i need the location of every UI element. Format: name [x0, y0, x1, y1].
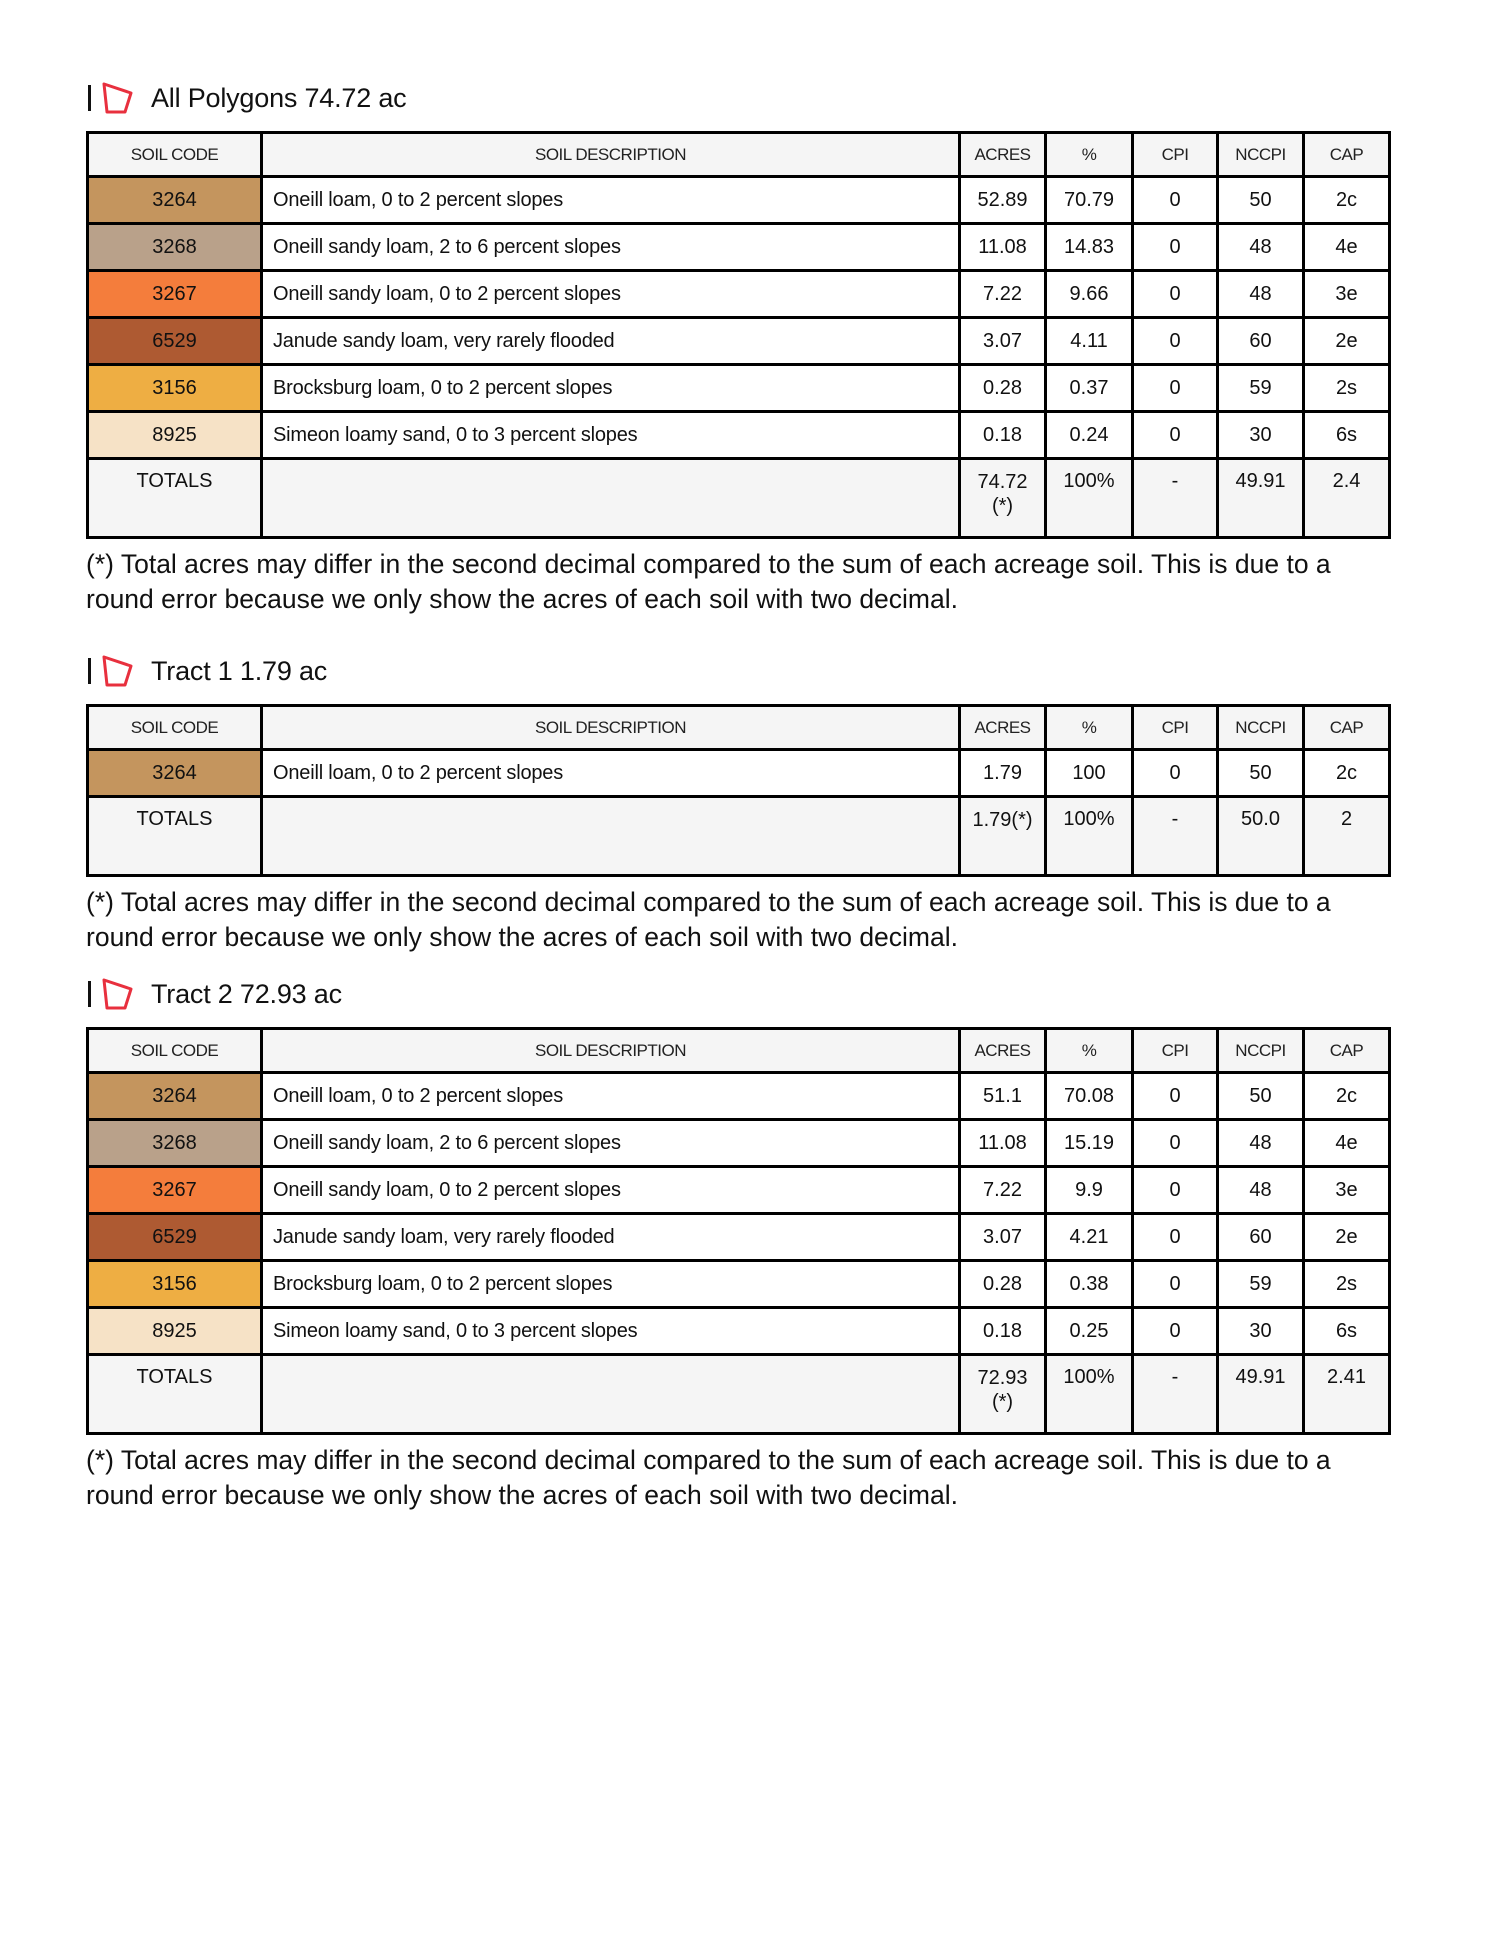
section-title: All Polygons 74.72 ac [151, 82, 407, 113]
soil-description-cell: Oneill loam, 0 to 2 percent slopes [262, 750, 960, 797]
header-soil-description: SOIL DESCRIPTION [262, 133, 960, 177]
soil-code-cell: 6529 [88, 318, 262, 365]
totals-acres-cell: 72.93(*) [960, 1355, 1046, 1434]
soil-code-cell: 8925 [88, 1308, 262, 1355]
cpi-cell: 0 [1133, 177, 1218, 224]
nccpi-cell: 48 [1218, 1167, 1304, 1214]
soil-description-cell: Brocksburg loam, 0 to 2 percent slopes [262, 1261, 960, 1308]
totals-cap-cell: 2.4 [1304, 459, 1390, 538]
soil-table [86, 131, 1391, 539]
table-header-row [88, 706, 1390, 750]
polygon-icon [101, 81, 135, 115]
totals-label: TOTALS [88, 459, 262, 538]
table-row [88, 1261, 1390, 1308]
nccpi-cell: 48 [1218, 271, 1304, 318]
percent-cell: 9.9 [1046, 1167, 1133, 1214]
soil-code-cell: 3264 [88, 177, 262, 224]
cap-cell: 3e [1304, 271, 1390, 318]
cpi-cell: 0 [1133, 1073, 1218, 1120]
totals-percent-cell: 100% [1046, 797, 1133, 876]
nccpi-cell: 60 [1218, 318, 1304, 365]
header-nccpi: NCCPI [1218, 1029, 1304, 1073]
cap-cell: 2c [1304, 750, 1390, 797]
percent-cell: 70.08 [1046, 1073, 1133, 1120]
soil-description-cell: Simeon loamy sand, 0 to 3 percent slopes [262, 1308, 960, 1355]
acres-cell: 0.28 [960, 365, 1046, 412]
acres-cell: 7.22 [960, 271, 1046, 318]
section-heading [86, 651, 1388, 691]
table-row [88, 412, 1390, 459]
percent-cell: 0.25 [1046, 1308, 1133, 1355]
divider-bar [88, 658, 91, 684]
footnote: (*) Total acres may differ in the second decimal compared to the sum of each acreage soil. This is due to a round error because we only show the acres of each soil with two decimal. [86, 549, 1331, 614]
cap-cell: 6s [1304, 412, 1390, 459]
table-header-row [88, 133, 1390, 177]
soil-description-cell: Brocksburg loam, 0 to 2 percent slopes [262, 365, 960, 412]
soil-code-cell: 3264 [88, 750, 262, 797]
divider-bar [88, 981, 91, 1007]
table-row [88, 1167, 1390, 1214]
totals-description-empty [262, 459, 960, 538]
table-row [88, 750, 1390, 797]
section-heading [86, 78, 1388, 118]
totals-cpi-cell: - [1133, 459, 1218, 538]
section-heading [86, 974, 1388, 1014]
acres-cell: 11.08 [960, 1120, 1046, 1167]
table-row [88, 271, 1390, 318]
cap-cell: 2c [1304, 177, 1390, 224]
nccpi-cell: 50 [1218, 750, 1304, 797]
soil-code-cell: 8925 [88, 412, 262, 459]
totals-cpi-cell: - [1133, 797, 1218, 876]
soil-description-cell: Oneill sandy loam, 2 to 6 percent slopes [262, 224, 960, 271]
soil-code-cell: 3267 [88, 271, 262, 318]
totals-acres-cell: 74.72(*) [960, 459, 1046, 538]
acres-cell: 7.22 [960, 1167, 1046, 1214]
cpi-cell: 0 [1133, 412, 1218, 459]
section-tract-1 [86, 651, 1388, 955]
header-cap: CAP [1304, 133, 1390, 177]
cpi-cell: 0 [1133, 1167, 1218, 1214]
totals-cpi-cell: - [1133, 1355, 1218, 1434]
totals-nccpi-cell: 49.91 [1218, 459, 1304, 538]
totals-acres-cell: 1.79(*) [960, 797, 1046, 876]
header-soil-description: SOIL DESCRIPTION [262, 1029, 960, 1073]
soil-description-cell: Oneill sandy loam, 0 to 2 percent slopes [262, 271, 960, 318]
section-title: Tract 2 72.93 ac [151, 978, 342, 1009]
percent-cell: 4.11 [1046, 318, 1133, 365]
polygon-icon [101, 654, 135, 688]
cap-cell: 2c [1304, 1073, 1390, 1120]
soil-description-cell: Oneill loam, 0 to 2 percent slopes [262, 1073, 960, 1120]
header-soil-code: SOIL CODE [88, 1029, 262, 1073]
soil-table [86, 1027, 1391, 1435]
totals-label: TOTALS [88, 1355, 262, 1434]
totals-label: TOTALS [88, 797, 262, 876]
table-row [88, 1073, 1390, 1120]
percent-cell: 0.38 [1046, 1261, 1133, 1308]
cpi-cell: 0 [1133, 1261, 1218, 1308]
cap-cell: 3e [1304, 1167, 1390, 1214]
table-row [88, 1120, 1390, 1167]
totals-cap-cell: 2.41 [1304, 1355, 1390, 1434]
polygon-icon [101, 977, 135, 1011]
percent-cell: 4.21 [1046, 1214, 1133, 1261]
nccpi-cell: 30 [1218, 412, 1304, 459]
cpi-cell: 0 [1133, 318, 1218, 365]
soil-description-cell: Janude sandy loam, very rarely flooded [262, 1214, 960, 1261]
soil-description-cell: Oneill loam, 0 to 2 percent slopes [262, 177, 960, 224]
cpi-cell: 0 [1133, 271, 1218, 318]
header-nccpi: NCCPI [1218, 133, 1304, 177]
cpi-cell: 0 [1133, 365, 1218, 412]
header-percent: % [1046, 1029, 1133, 1073]
soil-description-cell: Oneill sandy loam, 2 to 6 percent slopes [262, 1120, 960, 1167]
nccpi-cell: 50 [1218, 177, 1304, 224]
header-cpi: CPI [1133, 1029, 1218, 1073]
cpi-cell: 0 [1133, 750, 1218, 797]
totals-nccpi-cell: 50.0 [1218, 797, 1304, 876]
header-cap: CAP [1304, 1029, 1390, 1073]
header-soil-code: SOIL CODE [88, 133, 262, 177]
cpi-cell: 0 [1133, 1214, 1218, 1261]
nccpi-cell: 48 [1218, 1120, 1304, 1167]
totals-percent-cell: 100% [1046, 1355, 1133, 1434]
divider-bar [88, 85, 91, 111]
header-cap: CAP [1304, 706, 1390, 750]
header-cpi: CPI [1133, 133, 1218, 177]
table-row [88, 365, 1390, 412]
totals-row [88, 797, 1390, 876]
table-row [88, 318, 1390, 365]
cap-cell: 2s [1304, 365, 1390, 412]
cap-cell: 2e [1304, 318, 1390, 365]
header-soil-code: SOIL CODE [88, 706, 262, 750]
table-row [88, 224, 1390, 271]
acres-cell: 0.18 [960, 412, 1046, 459]
soil-code-cell: 3156 [88, 1261, 262, 1308]
totals-cap-cell: 2 [1304, 797, 1390, 876]
totals-percent-cell: 100% [1046, 459, 1133, 538]
cap-cell: 2e [1304, 1214, 1390, 1261]
nccpi-cell: 59 [1218, 365, 1304, 412]
soil-table [86, 704, 1391, 877]
percent-cell: 0.37 [1046, 365, 1133, 412]
header-percent: % [1046, 706, 1133, 750]
soil-code-cell: 3156 [88, 365, 262, 412]
header-nccpi: NCCPI [1218, 706, 1304, 750]
soil-code-cell: 3268 [88, 224, 262, 271]
totals-description-empty [262, 1355, 960, 1434]
cap-cell: 6s [1304, 1308, 1390, 1355]
cap-cell: 2s [1304, 1261, 1390, 1308]
soil-code-cell: 6529 [88, 1214, 262, 1261]
totals-nccpi-cell: 49.91 [1218, 1355, 1304, 1434]
header-cpi: CPI [1133, 706, 1218, 750]
footnote: (*) Total acres may differ in the second decimal compared to the sum of each acreage soil. This is due to a round error because we only show the acres of each soil with two decimal. [86, 1445, 1331, 1510]
nccpi-cell: 30 [1218, 1308, 1304, 1355]
header-soil-description: SOIL DESCRIPTION [262, 706, 960, 750]
cap-cell: 4e [1304, 224, 1390, 271]
acres-cell: 51.1 [960, 1073, 1046, 1120]
section-title: Tract 1 1.79 ac [151, 655, 328, 686]
cpi-cell: 0 [1133, 1308, 1218, 1355]
section-tract-2 [86, 974, 1388, 1513]
totals-row [88, 459, 1390, 538]
nccpi-cell: 48 [1218, 224, 1304, 271]
table-row [88, 1214, 1390, 1261]
acres-cell: 3.07 [960, 318, 1046, 365]
percent-cell: 0.24 [1046, 412, 1133, 459]
table-header-row [88, 1029, 1390, 1073]
soil-code-cell: 3267 [88, 1167, 262, 1214]
acres-cell: 3.07 [960, 1214, 1046, 1261]
nccpi-cell: 59 [1218, 1261, 1304, 1308]
nccpi-cell: 50 [1218, 1073, 1304, 1120]
footnote: (*) Total acres may differ in the second decimal compared to the sum of each acreage soil. This is due to a round error because we only show the acres of each soil with two decimal. [86, 887, 1331, 952]
table-row [88, 1308, 1390, 1355]
acres-cell: 0.28 [960, 1261, 1046, 1308]
soil-description-cell: Janude sandy loam, very rarely flooded [262, 318, 960, 365]
acres-cell: 11.08 [960, 224, 1046, 271]
percent-cell: 14.83 [1046, 224, 1133, 271]
cap-cell: 4e [1304, 1120, 1390, 1167]
cpi-cell: 0 [1133, 224, 1218, 271]
section-all-polygons [86, 78, 1388, 617]
table-row [88, 177, 1390, 224]
header-acres: ACRES [960, 133, 1046, 177]
soil-description-cell: Simeon loamy sand, 0 to 3 percent slopes [262, 412, 960, 459]
soil-code-cell: 3268 [88, 1120, 262, 1167]
header-percent: % [1046, 133, 1133, 177]
soil-description-cell: Oneill sandy loam, 0 to 2 percent slopes [262, 1167, 960, 1214]
percent-cell: 70.79 [1046, 177, 1133, 224]
header-acres: ACRES [960, 1029, 1046, 1073]
percent-cell: 9.66 [1046, 271, 1133, 318]
acres-cell: 1.79 [960, 750, 1046, 797]
header-acres: ACRES [960, 706, 1046, 750]
totals-description-empty [262, 797, 960, 876]
nccpi-cell: 60 [1218, 1214, 1304, 1261]
soil-code-cell: 3264 [88, 1073, 262, 1120]
totals-row [88, 1355, 1390, 1434]
acres-cell: 0.18 [960, 1308, 1046, 1355]
cpi-cell: 0 [1133, 1120, 1218, 1167]
percent-cell: 100 [1046, 750, 1133, 797]
acres-cell: 52.89 [960, 177, 1046, 224]
percent-cell: 15.19 [1046, 1120, 1133, 1167]
